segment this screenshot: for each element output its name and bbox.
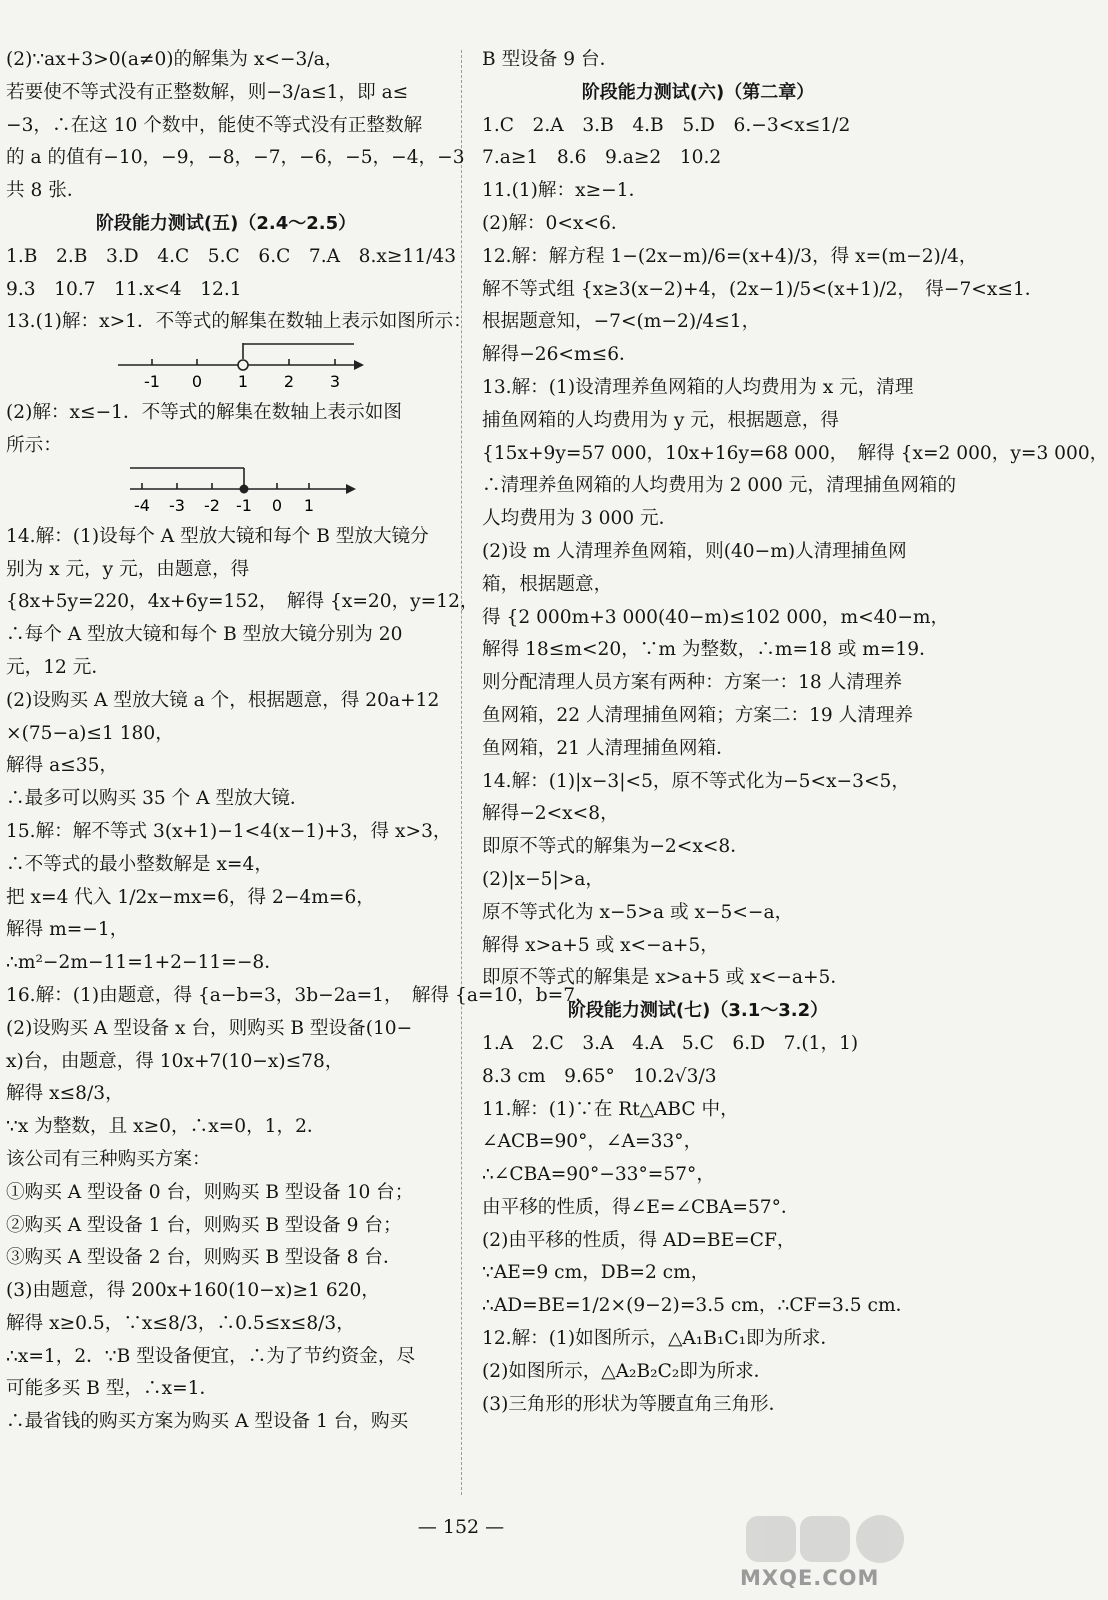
text-line: ∴AD=BE=1/2×(9−2)=3.5 cm，∴CF=3.5 cm． [482,1295,915,1317]
text-line: 原不等式化为 x−5>a 或 x−5<−a， [482,901,794,923]
text-line: 12.解：解方程 1−(2x−m)/6=(x+4)/3，得 x=(m−2)/4， [482,245,978,267]
text-line: 别为 x 元，y 元，由题意，得 [6,558,250,580]
text-line: ∴最多可以购买 35 个 A 型放大镜． [6,788,309,810]
text-line: 解得 x≥0.5，∵x≤8/3，∴0.5≤x≤8/3， [6,1312,355,1334]
section-heading: 阶段能力测试(五)（2.4～2.5） [95,212,357,234]
text-line: 即原不等式的解集是 x>a+5 或 x<−a+5． [482,967,849,989]
text-line: ①购买 A 型设备 0 台，则购买 B 型设备 10 台； [6,1181,414,1203]
text-line: 的 a 的值有−10，−9，−8，−7，−6，−5，−4，−3 [6,147,465,169]
text-line: 解得 x>a+5 或 x<−a+5， [482,934,719,956]
text-line: (2)∵ax+3>0(a≠0)的解集为 x<−3/a， [6,49,344,70]
text-line: 解得 x≤8/3， [6,1083,124,1105]
tick-label: -1 [236,495,252,515]
page-number: — 152 — [417,1516,505,1538]
tick-label: 0 [191,372,203,392]
text-line: ②购买 A 型设备 1 台，则购买 B 型设备 9 台； [6,1214,402,1236]
text-line: 则分配清理人员方案有两种：方案一：18 人清理养 [482,672,903,694]
text-line: (2)解：x≤−1．不等式的解集在数轴上表示如图 [6,402,402,424]
text-line: 11.(1)解：x≥−1． [482,180,648,202]
text-line: x)台，由题意，得 10x+7(10−x)≤78， [6,1050,344,1072]
text-line: (3)三角形的形状为等腰直角三角形． [482,1393,788,1415]
answer-line: 8.3 cm 9.65° 10.2√3/3 [482,1065,717,1087]
tick-label: -2 [204,495,220,515]
text-line: −3，∴在这 10 个数中，能使不等式没有正整数解 [6,114,423,136]
tick-label: 2 [283,372,295,392]
text-line: (2)由平移的性质，得 AD=BE=CF， [482,1229,796,1251]
text-line: (2)如图所示，△A₂B₂C₂即为所求． [482,1360,773,1382]
text-line: ∠ACB=90°，∠A=33°， [482,1131,703,1153]
text-line: 解得−26<m≤6． [482,344,638,366]
text-line: 所示： [6,434,62,456]
section-heading: 阶段能力测试(七)（3.1～3.2） [567,1000,829,1022]
text-line: (2)设购买 A 型设备 x 台，则购买 B 型设备(10− [6,1017,413,1039]
equation-system-line: 得 {2 000m+3 000(40−m)≤102 000，m<40−m， [482,606,950,628]
text-line: ∴最省钱的购买方案为购买 A 型设备 1 台，购买 [6,1411,409,1433]
text-line: 捕鱼网箱的人均费用为 y 元，根据题意，得 [482,409,840,431]
right-column [482,48,1108,1425]
text-line: B 型设备 9 台． [482,49,619,70]
equation-system-line: 解不等式组 {x≥3(x−2)+4，(2x−1)/5<(x+1)/2， 得−7<x≤1． [482,278,1044,300]
text-line: 共 8 张． [6,180,86,202]
text-line: (2)设 m 人清理养鱼网箱，则(40−m)人清理捕鱼网 [482,540,907,562]
text-line: (2)|x−5|>a， [482,868,605,890]
text-line: ∵x 为整数，且 x≥0，∴x=0，1，2． [6,1116,326,1138]
text-line: 解得−2<x<8， [482,803,619,825]
text-line: 解得 m=−1， [6,919,129,941]
equation-system-line: 16.解：(1)由题意，得 {a−b=3，3b−2a=1， 解得 {a=10，b=7． [6,984,594,1006]
text-line: 11.解：(1)∵在 Rt△ABC 中， [482,1098,739,1120]
text-line: 由平移的性质，得∠E=∠CBA=57°． [482,1196,800,1218]
text-line: 把 x=4 代入 1/2x−mx=6，得 2−4m=6， [6,886,375,908]
text-line: 若要使不等式没有正整数解，则−3/a≤1，即 a≤ [6,81,409,103]
equation-system-line: {15x+9y=57 000，10x+16y=68 000， 解得 {x=2 000，y=3 000， [482,442,1108,464]
text-line: 14.解：(1)|x−3|<5，原不等式化为−5<x−3<5， [482,770,910,792]
text-line: 13.解：(1)设清理养鱼网箱的人均费用为 x 元，清理 [482,376,914,398]
equation-system-line: {8x+5y=220，4x+6y=152， 解得 {x=20，y=12， [6,591,479,613]
text-line: 解得 18≤m<20，∵m 为整数，∴m=18 或 m=19． [482,639,938,661]
text-line: 鱼网箱，22 人清理捕鱼网箱；方案二：19 人清理养 [482,704,914,726]
text-line: 15.解：解不等式 3(x+1)−1<4(x−1)+3，得 x>3， [6,820,452,842]
answer-line: 9.3 10.7 11.x<4 12.1 [6,278,242,300]
tick-label: -3 [169,495,185,515]
text-line: ∴不等式的最小整数解是 x=4， [6,853,273,875]
text-line: ∴x=1，2．∵B 型设备便宜，∴为了节约资金，尽 [6,1345,416,1367]
text-line: 13.(1)解：x>1．不等式的解集在数轴上表示如图所示： [6,311,472,333]
text-line: ×(75−a)≤1 180， [6,722,174,744]
text-line: 即原不等式的解集为−2<x<8． [482,836,749,858]
text-line: (3)由题意，得 200x+160(10−x)≥1 620， [6,1280,380,1302]
tick-label: 1 [303,495,315,515]
text-line: ③购买 A 型设备 2 台，则购买 B 型设备 8 台． [6,1247,402,1269]
tick-label: -1 [144,372,160,392]
number-line-2 [6,467,446,515]
answer-line: 1.C 2.A 3.B 4.B 5.D 6.−3<x≤1/2 [482,114,851,136]
watermark-text: MXQE.COM [740,1566,880,1590]
text-line: 根据题意知，−7<(m−2)/4≤1， [482,311,761,333]
text-line: 解得 a≤35， [6,755,119,777]
answer-line: 7.a≥1 8.6 9.a≥2 10.2 [482,147,722,169]
text-line: 可能多买 B 型，∴x=1． [6,1378,219,1400]
text-line: (2)解：0<x<6． [482,212,630,234]
text-line: 12.解：(1)如图所示，△A₁B₁C₁即为所求． [482,1328,840,1350]
column-divider [461,50,462,1495]
text-line: 14.解：(1)设每个 A 型放大镜和每个 B 型放大镜分 [6,525,429,547]
text-line: 鱼网箱，21 人清理捕鱼网箱． [482,737,735,759]
tick-label: 1 [237,372,249,392]
text-line: 箱，根据题意， [482,573,613,595]
text-line: ∴m²−2m−11=1+2−11=−8． [6,952,283,974]
text-line: 该公司有三种购买方案： [6,1148,211,1170]
text-line: ∴每个 A 型放大镜和每个 B 型放大镜分别为 20 [6,624,403,646]
answer-line: 1.B 2.B 3.D 4.C 5.C 6.C 7.A 8.x≥11/43 [6,245,457,267]
text-line: (2)设购买 A 型放大镜 a 个，根据题意，得 20a+12 [6,689,440,711]
text-line: 元，12 元． [6,656,110,678]
number-line-1 [6,343,446,391]
tick-label: 3 [329,372,341,392]
text-line: ∴∠CBA=90°−33°=57°， [482,1164,715,1186]
tick-label: -4 [134,495,150,515]
section-heading: 阶段能力测试(六)（第二章） [581,81,815,103]
tick-label: 0 [271,495,283,515]
text-line: ∵AE=9 cm，DB=2 cm， [482,1262,710,1284]
text-line: 人均费用为 3 000 元． [482,508,678,530]
text-line: ∴清理养鱼网箱的人均费用为 2 000 元，清理捕鱼网箱的 [482,475,957,497]
answer-line: 1.A 2.C 3.A 4.A 5.C 6.D 7.(1，1) [482,1032,859,1054]
